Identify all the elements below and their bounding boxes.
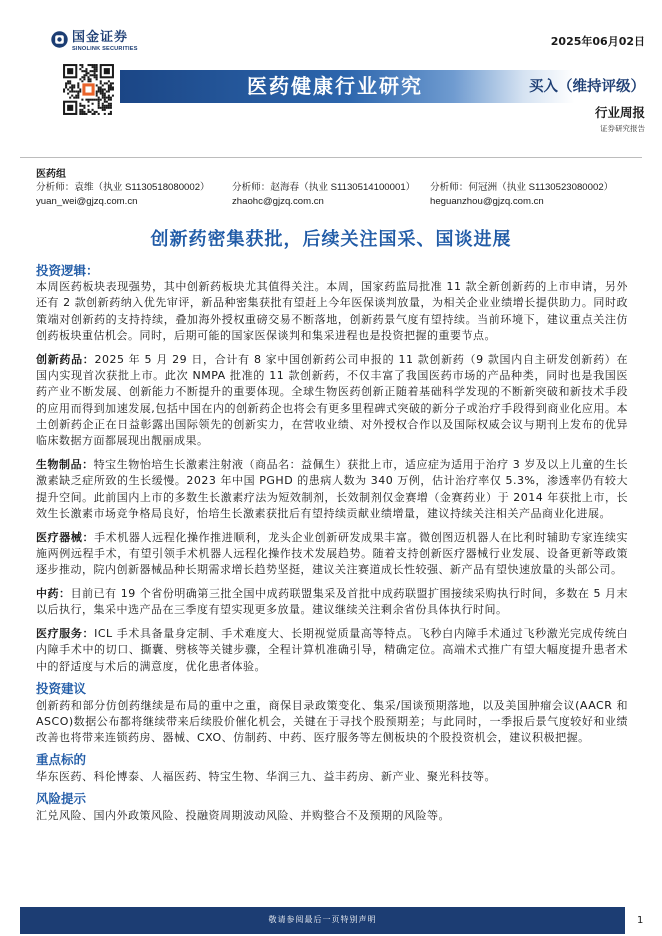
footer-disclaimer: 敬请参阅最后一页特别声明 (268, 915, 377, 924)
report-date: 2025年06月02日 (550, 35, 645, 48)
section-heading-targets: 重点标的 (36, 751, 87, 767)
report-body (36, 263, 628, 832)
section-heading-logic: 投资逻辑： (36, 263, 99, 278)
logic-item-innovative-drugs (36, 352, 628, 450)
logic-item-medical-services (36, 626, 628, 675)
analyst-email: yuan_wei@gjzq.com.cn (36, 196, 138, 207)
logic-intro: 本周医药板块表现强势，其中创新药板块尤其值得关注。本周，国家药监局批准 11 款全新创新药的上市申请，另外还有 2 款创新药纳入优先审评，新品种密集获批有望赶上今年医保谈判放量，为相关企业业绩增长提供助力。同时政策端对创新药的支持持续，叠加海外授权重磅交易不断落地，创新药景气度有望持续。当前环境下，建议重点关注仿创药板块重估机会。同时，后期可能的国家医保谈判和集采进程也是投资把握的重要节点。 (36, 280, 628, 342)
report-category: 证券研究报告 (600, 124, 645, 133)
section-heading-advice: 投资建议 (36, 680, 87, 696)
logic-item-text: 目前已有 19 个省份明确第三批全国中成药联盟集采及首批中成药联盟扩围接续采购执行时间，多数在 5 月末以后执行，集采中选产品在三季度有望实现更多放量。建议继续关注剩余省份具体执行时间。 (36, 587, 628, 617)
section-heading-risks: 风险提示 (36, 790, 87, 806)
analyst-1 (36, 181, 234, 208)
logo-wordmark-en: SINOLINK SECURITIES (72, 46, 138, 52)
sinolink-logo-icon (51, 31, 68, 48)
header-divider (20, 157, 642, 158)
logic-item-lead: 创新药品： (36, 352, 95, 366)
targets-text: 华东医药、科伦博泰、人福医药、特宝生物、华润三九、益丰药房、新产业、聚光科技等。 (36, 769, 496, 783)
rating-badge: 买入（维持评级） (529, 79, 645, 95)
risks-text: 汇兑风险、国内外政策风险、投融资周期波动风险、并购整合不及预期的风险等。 (36, 808, 450, 822)
qr-code (61, 62, 116, 117)
page-number: 1 (637, 915, 644, 926)
logic-item-lead: 生物制品： (36, 457, 94, 471)
logo-wordmark-cn: 国金证券 (72, 30, 129, 45)
logic-item-devices (36, 530, 628, 579)
analyst-2 (232, 181, 430, 208)
logic-item-text: 特宝生物怡培生长激素注射液（商品名：益佩生）获批上市，适应症为适用于治疗 3 岁及以上儿童的生长激素缺乏症所致的生长缓慢。2023 年中国 PGHD 的患病人数为 340 万例，估计治疗率仅 5.3%，渗透率仍有较大提升空间。此前国内上市的多数生长激素疗法为短效制剂，长效制剂仅金赛增（金赛药业）于 2014 年获批上市，长效生长激素市场竞争格局良好，怡培生长激素获批后有望持续贡献业绩增量，建议持续关注相关产品商业化进展。 (36, 457, 628, 520)
analyst-label: 分析师：何冠洲（执业 S1130523080002） (430, 182, 614, 193)
logic-item-lead: 中药： (36, 587, 71, 601)
report-series-title: 医药健康行业研究 (247, 74, 423, 98)
logic-item-text: ICL 手术具备量身定制、手术难度大、长期视觉质量高等特点。飞秒白内障手术通过飞秒激光完成传统白内障手术中的切口、撕囊、劈核等关键步骤，全程计算机准确引导，精确定位。高端术式推广有望大幅度提升患者术中的舒适度与术后的满意度，优化患者体验。 (36, 627, 629, 673)
analyst-label: 分析师：袁维（执业 S1130518080002） (36, 182, 210, 193)
logic-item-text: 2025 年 5 月 29 日，合计有 8 家中国创新药公司申报的 11 款创新药（9 款国内自主研发创新药）在国内实现首次获批上市。此次 NMPA 批准的 11 款创新药，不仅丰富了我国医药市场的产品种类，同时也是我国医药产业不断发展、创新能力不断提升的重要体现。全球生物医药创新正随着基础科学发现的不断新突破和新技术手段的应用而得到加速发展,包括中国在内的创新药企也将会有更多里程碑式突破的新分子或治疗手段得到商业化应用。本土创新药企正在日益彰露出国际领先的创新实力，在营收业绩、对外授权合作以及国际权威会议与期刊上发布的优异临床数据方面都展现出靓丽成果。 (36, 352, 629, 448)
analyst-label: 分析师：赵海春（执业 S1130514100001） (232, 182, 416, 193)
advice-text: 创新药和部分仿创药继续是布局的重中之重，商保目录政策变化、集采/国谈预期落地，以及美国肿瘤会议(AACR 和 ASCO)数据公布都将继续带来后续股价催化机会，关键在于寻找个股预期差；与此同时，一季报后景气度较好和业绩改善也将带来连锁药房、器械、CXO、仿制药、中药、医疗服务等左侧板块的个股投资机会，建议积极把握。 (36, 698, 628, 745)
logic-item-lead: 医疗器械： (36, 530, 95, 544)
logic-item-text: 手术机器人远程化操作推进顺利，龙头企业创新研发成果丰富。微创图迈机器人在比利时辅助专家连续实施两例远程手术，有望引领手术机器人远程化操作技术发展趋势。随着支持创新医疗器械行业发展、设备更新等政策逐步推动，院内创新器械品种长期需求增长趋势坚挺，建议关注赛道成长性较强、新产品有望快速放量的头部公司。 (36, 530, 629, 577)
report-type: 行业周报 (594, 105, 645, 120)
logic-item-lead: 医疗服务： (36, 627, 95, 641)
research-group: 医药组 (36, 169, 66, 180)
analyst-3 (430, 181, 628, 208)
report-headline: 创新药密集获批，后续关注国采、国谈进展 (150, 229, 512, 250)
analyst-email: heguanzhou@gjzq.com.cn (430, 196, 544, 207)
logic-item-biologics (36, 457, 628, 522)
analyst-email: zhaohc@gjzq.com.cn (232, 196, 324, 207)
logic-item-tcm (36, 586, 628, 619)
